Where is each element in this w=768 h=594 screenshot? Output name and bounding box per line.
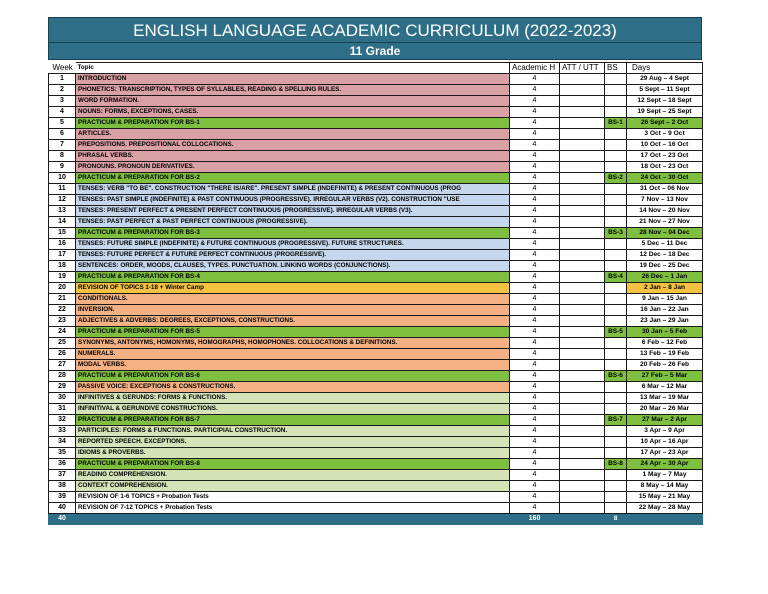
days-range: 19 Sept – 25 Sept: [627, 107, 703, 118]
week-number: 11: [49, 184, 76, 195]
att-utt-cell: [560, 393, 605, 404]
att-utt-cell: [560, 426, 605, 437]
academic-hours: 4: [510, 316, 560, 327]
academic-hours: 4: [510, 272, 560, 283]
table-row: [49, 470, 703, 481]
total-weeks: 40: [49, 514, 76, 525]
academic-hours: 4: [510, 371, 560, 382]
academic-hours: 4: [510, 107, 560, 118]
table-row: [49, 151, 703, 162]
week-number: 12: [49, 195, 76, 206]
bs-cell: [605, 74, 627, 85]
bs-cell: [605, 470, 627, 481]
table-row: [49, 129, 703, 140]
days-range: 12 Dec – 18 Dec: [627, 250, 703, 261]
table-row: [49, 448, 703, 459]
week-number: 5: [49, 118, 76, 129]
att-utt-cell: [560, 184, 605, 195]
academic-hours: 4: [510, 349, 560, 360]
att-utt-cell: [560, 503, 605, 514]
bs-cell: BS-4: [605, 272, 627, 283]
att-utt-cell: [560, 217, 605, 228]
att-utt-cell: [560, 261, 605, 272]
att-utt-cell: [560, 360, 605, 371]
att-utt-cell: [560, 107, 605, 118]
table-row: [49, 503, 703, 514]
bs-cell: [605, 382, 627, 393]
days-range: 16 Jan – 22 Jan: [627, 305, 703, 316]
header-bs: BS: [605, 63, 627, 74]
academic-hours: 4: [510, 360, 560, 371]
bs-cell: [605, 426, 627, 437]
table-row: [49, 371, 703, 382]
days-range: 21 Nov – 27 Nov: [627, 217, 703, 228]
week-number: 33: [49, 426, 76, 437]
curriculum-sheet: [48, 17, 702, 525]
att-utt-cell: [560, 96, 605, 107]
topic-cell: PARTICIPLES: FORMS & FUNCTIONS. PARTICIPIAL CONSTRUCTION.: [76, 426, 510, 437]
academic-hours: 4: [510, 162, 560, 173]
week-number: 16: [49, 239, 76, 250]
academic-hours: 4: [510, 96, 560, 107]
week-number: 30: [49, 393, 76, 404]
att-utt-cell: [560, 459, 605, 470]
table-row: [49, 107, 703, 118]
topic-cell: PRACTICUM & PREPARATION FOR BS-5: [76, 327, 510, 338]
header-topic: Topic: [76, 63, 510, 74]
academic-hours: 4: [510, 393, 560, 404]
topic-cell: PREPOSITIONS. PREPOSITIONAL COLLOCATIONS.: [76, 140, 510, 151]
header-att: ATT / UTT: [560, 63, 605, 74]
att-utt-cell: [560, 173, 605, 184]
att-utt-cell: [560, 470, 605, 481]
bs-cell: BS-1: [605, 118, 627, 129]
att-utt-cell: [560, 382, 605, 393]
table-row: [49, 327, 703, 338]
academic-hours: 4: [510, 503, 560, 514]
header-academic: Academic H: [510, 63, 560, 74]
days-range: 8 May – 14 May: [627, 481, 703, 492]
topic-cell: PRONOUNS. PRONOUN DERIVATIVES.: [76, 162, 510, 173]
att-utt-cell: [560, 349, 605, 360]
topic-cell: PRACTICUM & PREPARATION FOR BS-2: [76, 173, 510, 184]
academic-hours: 4: [510, 206, 560, 217]
week-number: 38: [49, 481, 76, 492]
bs-cell: [605, 294, 627, 305]
week-number: 19: [49, 272, 76, 283]
totals-row: [49, 514, 703, 525]
days-range: 9 Jan – 15 Jan: [627, 294, 703, 305]
table-row: [49, 305, 703, 316]
bs-cell: [605, 360, 627, 371]
att-utt-cell: [560, 327, 605, 338]
table-row: [49, 206, 703, 217]
header-week: Week: [52, 62, 73, 72]
bs-cell: BS-6: [605, 371, 627, 382]
total-days-blank: [627, 514, 703, 525]
days-range: 19 Dec – 25 Dec: [627, 261, 703, 272]
bs-cell: [605, 151, 627, 162]
table-row: [49, 250, 703, 261]
topic-cell: REVISION OF 7-12 TOPICS + Probation Tests: [76, 503, 510, 514]
topic-cell: REPORTED SPEECH. EXCEPTIONS.: [76, 437, 510, 448]
days-range: 23 Jan – 29 Jan: [627, 316, 703, 327]
topic-cell: SENTENCES: ORDER, MOODS, CLAUSES, TYPES. PUNCTUATION. LINKING WORDS (CONJUNCTIONS).: [76, 261, 510, 272]
academic-hours: 4: [510, 118, 560, 129]
week-number: 34: [49, 437, 76, 448]
table-row: [49, 316, 703, 327]
academic-hours: 4: [510, 228, 560, 239]
academic-hours: 4: [510, 382, 560, 393]
table-row: [49, 239, 703, 250]
days-range: 13 Mar – 19 Mar: [627, 393, 703, 404]
topic-cell: SYNONYMS, ANTONYMS, HOMONYMS, HOMOGRAPHS, HOMOPHONES. COLLOCATIONS & DEFINITIONS.: [76, 338, 510, 349]
bs-cell: [605, 283, 627, 294]
week-number: 32: [49, 415, 76, 426]
week-number: 21: [49, 294, 76, 305]
days-range: 14 Nov – 20 Nov: [627, 206, 703, 217]
bs-cell: [605, 503, 627, 514]
table-row: [49, 426, 703, 437]
table-row: [49, 184, 703, 195]
bs-cell: [605, 448, 627, 459]
table-row: [49, 195, 703, 206]
att-utt-cell: [560, 492, 605, 503]
total-att-blank: [560, 514, 605, 525]
bs-cell: [605, 261, 627, 272]
table-row: [49, 382, 703, 393]
days-range: 17 Oct – 23 Oct: [627, 151, 703, 162]
table-row: [49, 140, 703, 151]
days-range: 24 Apr – 30 Apr: [627, 459, 703, 470]
week-number: 31: [49, 404, 76, 415]
table-row: [49, 338, 703, 349]
total-topic-blank: [76, 514, 510, 525]
topic-cell: PRACTICUM & PREPARATION FOR BS-7: [76, 415, 510, 426]
att-utt-cell: [560, 294, 605, 305]
att-utt-cell: [560, 239, 605, 250]
att-utt-cell: [560, 371, 605, 382]
days-range: 26 Sept – 2 Oct: [627, 118, 703, 129]
week-number: 23: [49, 316, 76, 327]
academic-hours: 4: [510, 470, 560, 481]
days-range: 7 Nov – 13 Nov: [627, 195, 703, 206]
academic-hours: 4: [510, 74, 560, 85]
academic-hours: 4: [510, 129, 560, 140]
academic-hours: 4: [510, 437, 560, 448]
att-utt-cell: [560, 162, 605, 173]
topic-cell: NUMERALS.: [76, 349, 510, 360]
week-number: 26: [49, 349, 76, 360]
days-range: 30 Jan – 5 Feb: [627, 327, 703, 338]
week-number: 24: [49, 327, 76, 338]
week-number: 17: [49, 250, 76, 261]
academic-hours: 4: [510, 85, 560, 96]
week-number: 36: [49, 459, 76, 470]
bs-cell: [605, 162, 627, 173]
grade-subtitle: 11 Grade: [48, 43, 702, 60]
header-row: [49, 63, 703, 74]
table-row: [49, 217, 703, 228]
table-row: [49, 393, 703, 404]
att-utt-cell: [560, 415, 605, 426]
days-range: 5 Sept – 11 Sept: [627, 85, 703, 96]
topic-cell: ADJECTIVES & ADVERBS: DEGREES, EXCEPTIONS, CONSTRUCTIONS.: [76, 316, 510, 327]
table-row: [49, 261, 703, 272]
topic-cell: PASSIVE VOICE: EXCEPTIONS & CONSTRUCTIONS.: [76, 382, 510, 393]
table-row: [49, 283, 703, 294]
academic-hours: 4: [510, 426, 560, 437]
topic-cell: PRACTICUM & PREPARATION FOR BS-8: [76, 459, 510, 470]
academic-hours: 4: [510, 459, 560, 470]
table-row: [49, 228, 703, 239]
topic-cell: TENSES: PRESENT PERFECT & PRESENT PERFECT CONTINUOUS (PROGRESSIVE). IRREGULAR VERBS (V3).: [76, 206, 510, 217]
topic-cell: TENSES: FUTURE PERFECT & FUTURE PERFECT CONTINUOUS (PROGRESSIVE).: [76, 250, 510, 261]
bs-cell: [605, 250, 627, 261]
week-number: 40: [49, 503, 76, 514]
bs-cell: [605, 129, 627, 140]
topic-cell: INTRODUCTION: [76, 74, 510, 85]
days-range: 18 Oct – 23 Oct: [627, 162, 703, 173]
topic-cell: PRACTICUM & PREPARATION FOR BS-4: [76, 272, 510, 283]
topic-cell: TENSES: PAST PERFECT & PAST PERFECT CONTINUOUS (PROGRESSIVE).: [76, 217, 510, 228]
academic-hours: 4: [510, 151, 560, 162]
week-number: 20: [49, 283, 76, 294]
days-range: 20 Mar – 26 Mar: [627, 404, 703, 415]
page-title: ENGLISH LANGUAGE ACADEMIC CURRICULUM (2022-2023): [48, 17, 702, 43]
bs-cell: BS-5: [605, 327, 627, 338]
att-utt-cell: [560, 437, 605, 448]
bs-cell: BS-8: [605, 459, 627, 470]
academic-hours: 4: [510, 184, 560, 195]
bs-cell: [605, 437, 627, 448]
total-bs: 8: [605, 514, 627, 525]
bs-cell: [605, 195, 627, 206]
week-number: 1: [49, 74, 76, 85]
table-row: [49, 96, 703, 107]
bs-cell: [605, 140, 627, 151]
att-utt-cell: [560, 272, 605, 283]
att-utt-cell: [560, 129, 605, 140]
days-range: 13 Feb – 19 Feb: [627, 349, 703, 360]
topic-cell: READING COMPREHENSION.: [76, 470, 510, 481]
topic-cell: PHRASAL VERBS.: [76, 151, 510, 162]
topic-cell: ARTICLES.: [76, 129, 510, 140]
topic-cell: PRACTICUM & PREPARATION FOR BS-6: [76, 371, 510, 382]
days-range: 24 Oct – 30 Oct: [627, 173, 703, 184]
days-range: 10 Oct – 16 Oct: [627, 140, 703, 151]
week-number: 35: [49, 448, 76, 459]
header-days: Days: [627, 63, 703, 74]
topic-cell: TENSES: FUTURE SIMPLE (INDEFINITE) & FUTURE CONTINUOUS (PROGRESSIVE). FUTURE STRUCTURES.: [76, 239, 510, 250]
week-number: 13: [49, 206, 76, 217]
days-range: 3 Oct – 9 Oct: [627, 129, 703, 140]
bs-cell: [605, 239, 627, 250]
topic-cell: TENSES: VERB "TO BE". CONSTRUCTION "THERE IS/ARE". PRESENT SIMPLE (INDEFINITE) & PRESENT CONTINUOUS (PROG: [76, 184, 510, 195]
att-utt-cell: [560, 404, 605, 415]
att-utt-cell: [560, 140, 605, 151]
table-row: [49, 459, 703, 470]
week-number: 9: [49, 162, 76, 173]
att-utt-cell: [560, 316, 605, 327]
days-range: 1 May – 7 May: [627, 470, 703, 481]
academic-hours: 4: [510, 217, 560, 228]
table-row: [49, 162, 703, 173]
days-range: 2 Jan – 8 Jan: [627, 283, 703, 294]
topic-cell: IDIOMS & PROVERBS.: [76, 448, 510, 459]
week-number: 37: [49, 470, 76, 481]
att-utt-cell: [560, 338, 605, 349]
total-hours: 160: [510, 514, 560, 525]
days-range: 10 Apr – 16 Apr: [627, 437, 703, 448]
days-range: 31 Oct – 06 Nov: [627, 184, 703, 195]
days-range: 6 Feb – 12 Feb: [627, 338, 703, 349]
days-range: 3 Apr – 9 Apr: [627, 426, 703, 437]
bs-cell: [605, 481, 627, 492]
att-utt-cell: [560, 195, 605, 206]
days-range: 22 May – 28 May: [627, 503, 703, 514]
bs-cell: BS-7: [605, 415, 627, 426]
topic-cell: INVERSION.: [76, 305, 510, 316]
days-range: 5 Dec – 11 Dec: [627, 239, 703, 250]
academic-hours: 4: [510, 261, 560, 272]
bs-cell: [605, 85, 627, 96]
table-row: [49, 492, 703, 503]
days-range: 12 Sept – 18 Sept: [627, 96, 703, 107]
academic-hours: 4: [510, 404, 560, 415]
bs-cell: BS-3: [605, 228, 627, 239]
week-number: 29: [49, 382, 76, 393]
att-utt-cell: [560, 85, 605, 96]
academic-hours: 4: [510, 250, 560, 261]
att-utt-cell: [560, 305, 605, 316]
bs-cell: [605, 184, 627, 195]
bs-cell: [605, 305, 627, 316]
topic-cell: NOUNS: FORMS, EXCEPTIONS, CASES.: [76, 107, 510, 118]
academic-hours: 4: [510, 415, 560, 426]
days-range: 17 Apr – 23 Apr: [627, 448, 703, 459]
days-range: 15 May – 21 May: [627, 492, 703, 503]
table-row: [49, 85, 703, 96]
days-range: 6 Mar – 12 Mar: [627, 382, 703, 393]
topic-cell: CONTEXT COMPREHENSION.: [76, 481, 510, 492]
table-row: [49, 272, 703, 283]
bs-cell: [605, 349, 627, 360]
days-range: 26 Dec – 1 Jan: [627, 272, 703, 283]
week-number: 7: [49, 140, 76, 151]
week-number: 4: [49, 107, 76, 118]
academic-hours: 4: [510, 305, 560, 316]
bs-cell: BS-2: [605, 173, 627, 184]
days-range: 29 Aug – 4 Sept: [627, 74, 703, 85]
att-utt-cell: [560, 118, 605, 129]
days-range: 20 Feb – 26 Feb: [627, 360, 703, 371]
topic-cell: PHONETICS: TRANSCRIPTION, TYPES OF SYLLABLES, READING & SPELLING RULES.: [76, 85, 510, 96]
week-number: 10: [49, 173, 76, 184]
table-row: [49, 118, 703, 129]
academic-hours: 4: [510, 173, 560, 184]
table-row: [49, 349, 703, 360]
week-number: 39: [49, 492, 76, 503]
att-utt-cell: [560, 250, 605, 261]
topic-cell: REVISION OF 1-6 TOPICS + Probation Tests: [76, 492, 510, 503]
academic-hours: 4: [510, 140, 560, 151]
academic-hours: 4: [510, 239, 560, 250]
bs-cell: [605, 96, 627, 107]
bs-cell: [605, 316, 627, 327]
table-row: [49, 481, 703, 492]
academic-hours: 4: [510, 294, 560, 305]
topic-cell: MODAL VERBS.: [76, 360, 510, 371]
bs-cell: [605, 404, 627, 415]
academic-hours: 4: [510, 481, 560, 492]
table-row: [49, 74, 703, 85]
att-utt-cell: [560, 206, 605, 217]
topic-cell: CONDITIONALS.: [76, 294, 510, 305]
table-row: [49, 404, 703, 415]
bs-cell: [605, 338, 627, 349]
curriculum-table: [48, 62, 703, 525]
table-row: [49, 415, 703, 426]
table-body: [49, 63, 703, 525]
academic-hours: 4: [510, 492, 560, 503]
week-number: 28: [49, 371, 76, 382]
days-range: 27 Feb – 5 Mar: [627, 371, 703, 382]
bs-cell: [605, 393, 627, 404]
topic-cell: PRACTICUM & PREPARATION FOR BS-1: [76, 118, 510, 129]
week-number: 6: [49, 129, 76, 140]
table-row: [49, 173, 703, 184]
week-number: 22: [49, 305, 76, 316]
table-row: [49, 437, 703, 448]
topic-cell: INFINITIVAL & GERUNDIVE CONSTRUCTIONS.: [76, 404, 510, 415]
academic-hours: 4: [510, 283, 560, 294]
table-row: [49, 360, 703, 371]
att-utt-cell: [560, 228, 605, 239]
days-range: 28 Nov – 04 Dec: [627, 228, 703, 239]
academic-hours: 4: [510, 338, 560, 349]
topic-cell: WORD FORMATION.: [76, 96, 510, 107]
att-utt-cell: [560, 283, 605, 294]
week-number: 14: [49, 217, 76, 228]
week-number: 27: [49, 360, 76, 371]
topic-cell: TENSES: PAST SIMPLE (INDEFINITE) & PAST CONTINUOUS (PROGRESSIVE). IRREGULAR VERBS (V2). CONSTRUCTION "USE: [76, 195, 510, 206]
week-number: 18: [49, 261, 76, 272]
academic-hours: 4: [510, 448, 560, 459]
att-utt-cell: [560, 151, 605, 162]
week-number: 25: [49, 338, 76, 349]
table-row: [49, 294, 703, 305]
att-utt-cell: [560, 74, 605, 85]
academic-hours: 4: [510, 327, 560, 338]
topic-cell: INFINITIVES & GERUNDS: FORMS & FUNCTIONS.: [76, 393, 510, 404]
week-number: 15: [49, 228, 76, 239]
week-number: 3: [49, 96, 76, 107]
topic-cell: REVISION OF TOPICS 1-18 + Winter Camp: [76, 283, 510, 294]
bs-cell: [605, 217, 627, 228]
bs-cell: [605, 107, 627, 118]
att-utt-cell: [560, 481, 605, 492]
bs-cell: [605, 206, 627, 217]
days-range: 27 Mar – 2 Apr: [627, 415, 703, 426]
att-utt-cell: [560, 448, 605, 459]
bs-cell: [605, 492, 627, 503]
week-number: 2: [49, 85, 76, 96]
topic-cell: PRACTICUM & PREPARATION FOR BS-3: [76, 228, 510, 239]
week-number: 8: [49, 151, 76, 162]
academic-hours: 4: [510, 195, 560, 206]
